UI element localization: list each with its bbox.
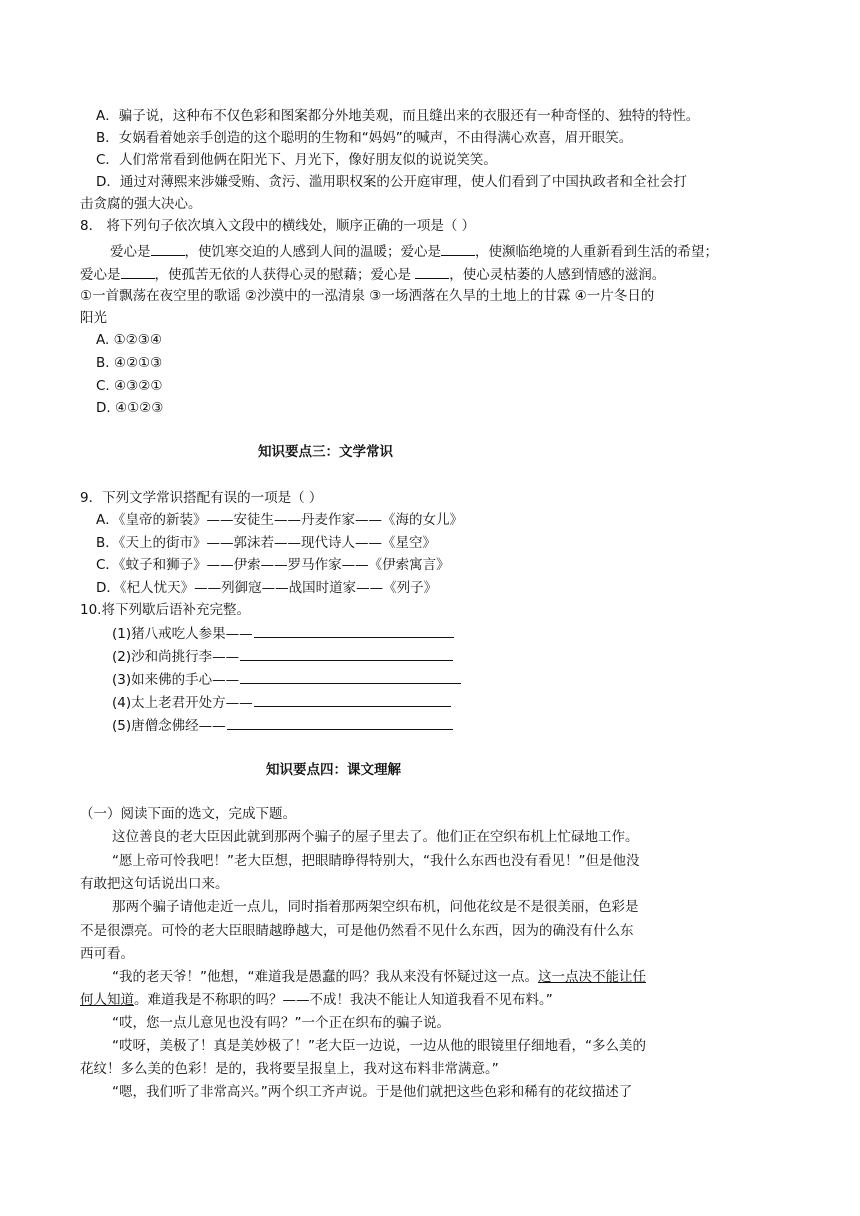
option-letter: A．	[96, 108, 119, 124]
passage-line: “哎，您一点儿意见也没有吗？”一个正在织布的骗子说。	[112, 1015, 450, 1031]
option-letter: B．	[96, 130, 119, 146]
q10-stem: 10.将下列歇后语补充完整。	[80, 602, 250, 618]
q10-item-4	[112, 692, 451, 713]
passage-text: “我的老天爷！”他想，“难道我是愚蠢的吗？我从来没有怀疑过这一点。	[112, 969, 538, 985]
item-text: (2)沙和尚挑行李——	[112, 649, 240, 665]
item-text: (1)猪八戒吃人参果——	[112, 626, 253, 642]
answer-blank	[254, 692, 451, 707]
fill-blank	[151, 241, 185, 256]
option-letter: C．	[96, 152, 119, 168]
passage-line: “哎呀，美极了！真是美妙极了！”老大臣一边说，一边从他的眼镜里仔细地看，“多么美的	[112, 1038, 646, 1054]
passage-line: 花纹！多么美的色彩！是的，我将要呈报皇上，我对这布料非常满意。”	[80, 1061, 499, 1077]
passage-line: 有敢把这句话说出口来。	[80, 876, 229, 892]
q8-items-line-2: 阳光	[80, 310, 107, 326]
q10-item-5	[112, 715, 453, 736]
passage-text: ，使心灵枯萎的人感到情感的滋润。	[449, 267, 666, 283]
q8-option-d: D. ④①②③	[96, 400, 164, 416]
answer-blank	[240, 669, 461, 684]
q7-option-c	[96, 150, 497, 170]
answer-blank	[254, 623, 454, 638]
option-text: 人们常常看到他俩在阳光下、月光下，像好朋友似的说说笑笑。	[118, 152, 497, 168]
q7-option-d-continued: 击贪腐的强大决心。	[80, 196, 202, 212]
q8-option-b: B. ④②①③	[96, 355, 163, 371]
passage-line: 那两个骗子请他走近一点儿，同时指着那两架空织布机，问他花纹是不是很美丽，色彩是	[112, 899, 639, 915]
option-text: 女娲看着她亲手创造的这个聪明的生物和“妈妈”的喊声，不由得满心欢喜，眉开眼笑。	[118, 130, 633, 146]
passage-line: 不是很漂亮。可怜的老大臣眼睛越睁越大，可是他仍然看不见什么东西，因为的确没有什么东	[80, 923, 634, 939]
q8-stem: 8． 将下列句子依次填入文段中的横线处，顺序正确的一项是（ ）	[80, 218, 476, 234]
q8-option-a: A. ①②③④	[96, 332, 162, 348]
underlined-sentence: 何人知道	[80, 992, 134, 1008]
answer-blank	[227, 715, 453, 730]
q7-option-b	[96, 128, 632, 148]
option-letter: D．	[96, 174, 120, 190]
option-text: 通过对薄熙来涉嫌受贿、贪污、滥用职权案的公开庭审理，使人们看到了中国执政者和全社会打	[119, 174, 687, 190]
q9-option-c: C．《蚊子和狮子》——伊索——罗马作家——《伊索寓言》	[96, 557, 450, 573]
passage-line: “愿上帝可怜我吧！”老大臣想，把眼睛睁得特别大，“我什么东西也没有看见！”但是他没	[112, 853, 640, 869]
passage-text: ，使濒临绝境的人重新看到生活的希望；	[475, 244, 718, 260]
item-text: (4)太上老君开处方——	[112, 695, 253, 711]
passage-text: ，使饥寒交迫的人感到人间的温暖；爱心是	[184, 244, 441, 260]
underlined-sentence: 这一点决不能让任	[537, 969, 646, 985]
fill-blank	[121, 264, 155, 279]
passage-text: 爱心是	[80, 267, 121, 283]
passage-line: 这位善良的老大臣因此就到那两个骗子的屋子里去了。他们正在空织布机上忙碌地工作。	[112, 829, 639, 845]
passage-line: 西可看。	[80, 946, 134, 962]
reading-intro: （一）阅读下面的选文，完成下题。	[80, 806, 296, 822]
option-text: 骗子说，这种布不仅色彩和图案都分外地美观，而且缝出来的衣服还有一种奇怪的、独特的特性。	[118, 108, 700, 124]
passage-line	[112, 967, 646, 987]
q8-passage-line-2	[80, 264, 665, 285]
q9-option-b: B．《天上的街市》——郭沫若——现代诗人——《星空》	[96, 535, 437, 551]
fill-blank	[441, 241, 475, 256]
section-3-title: 知识要点三：文学常识	[258, 444, 393, 460]
q10-item-2	[112, 646, 453, 667]
q8-items-line-1: ①一首飘荡在夜空里的歌谣 ②沙漠中的一泓清泉 ③一场洒落在久旱的土地上的甘霖 ④一片冬日的	[80, 288, 655, 304]
q10-item-1	[112, 623, 454, 644]
fill-blank	[415, 264, 449, 279]
passage-text: 。难道我是不称职的吗？——不成！我决不能让人知道我看不见布料。”	[134, 992, 553, 1008]
q8-option-c: C. ④③②①	[96, 378, 163, 394]
passage-text: ，使孤苦无依的人获得心灵的慰藉；爱心是	[154, 267, 416, 283]
answer-blank	[240, 646, 453, 661]
q9-option-d: D．《杞人忧天》——列御寇——战国时道家——《列子》	[96, 580, 438, 596]
q9-option-a: A．《皇帝的新装》——安徒生——丹麦作家——《海的女儿》	[96, 512, 463, 528]
q10-item-3	[112, 669, 461, 690]
section-4-title: 知识要点四：课文理解	[266, 762, 401, 778]
q7-option-a	[96, 106, 699, 126]
q7-option-d	[96, 172, 687, 192]
q9-stem: 9．下列文学常识搭配有误的一项是（ ）	[80, 490, 323, 506]
item-text: (3)如来佛的手心——	[112, 672, 240, 688]
q8-passage-line-1	[110, 241, 718, 262]
passage-text: 爱心是	[110, 244, 151, 260]
item-text: (5)唐僧念佛经——	[112, 718, 226, 734]
passage-line	[80, 990, 553, 1010]
passage-line: “嗯，我们听了非常高兴。”两个织工齐声说。于是他们就把这些色彩和稀有的花纹描述了	[112, 1084, 633, 1100]
